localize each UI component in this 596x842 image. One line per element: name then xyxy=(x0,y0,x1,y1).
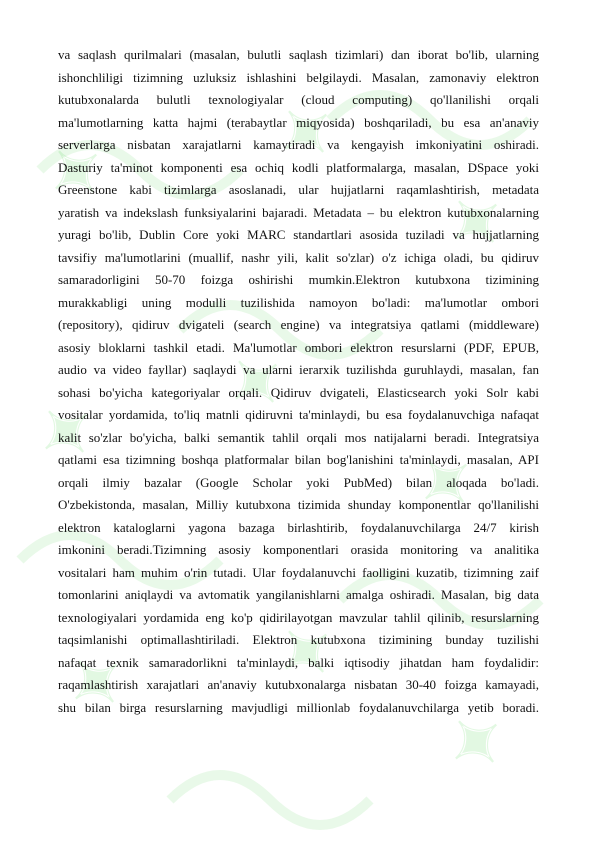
text-line: serverlarga nisbatan xarajatlarni kamaytiradi va kengayish imkoniyatini oshiradi. xyxy=(58,137,539,152)
svg-text:✦: ✦ xyxy=(49,634,145,732)
body-text xyxy=(58,44,539,719)
svg-text:✦: ✦ xyxy=(209,334,305,432)
svg-text:✦: ✦ xyxy=(29,124,125,222)
text-line: vositalar yordamida, to'liq matnli qidiruvni ta'minlaydi, bu esa foydalanuvchiga nafaqat xyxy=(58,407,539,422)
text-line: sohasi bo'yicha kategoriyalar orqali. Qidiruv dvigateli, Elasticsearch yoki Solr kabi xyxy=(58,384,539,400)
text-line: raqamlashtirish xarajatlari an'anaviy kutubxonalarga nisbatan 30-40 foizga kamayadi, xyxy=(58,677,539,692)
svg-text:✦: ✦ xyxy=(399,434,495,532)
text-line: imkonini beradi.Tizimning asosiy komponentlari orasida monitoring va analitika xyxy=(58,542,539,557)
text-line: tavsifiy ma'lumotlarini (muallif, nashr yili, kalit so'zlar) o'z ichiga oladi, bu qidiruv xyxy=(58,249,539,265)
svg-text:✦: ✦ xyxy=(429,174,525,272)
text-line: murakkabligi uning modulli tuzilishida namoyon bo'ladi: ma'lumotlar ombori xyxy=(58,294,539,310)
text-line: taqsimlanishi optimallashtiriladi. Elektron kutubxona tizimining bunday tuzilishi xyxy=(58,632,539,647)
svg-text:✦: ✦ xyxy=(429,694,525,792)
text-line: (repository), qidiruv dvigateli (search engine) va integratsiya qatlami (middleware) xyxy=(58,317,539,332)
text-line: kutubxonalarda bulutli texnologiyalar (cloud computing) qo'llanilishi orqali xyxy=(58,92,539,107)
text-line: Dasturiy ta'minot komponenti esa ochiq kodli platformalarga, masalan, DSpace yoki xyxy=(58,159,539,175)
text-line: shu bilan birga resurslarning mavjudligi millionlab foydalanuvchilarga yetib boradi. xyxy=(58,699,539,715)
text-line: va saqlash qurilmalari (masalan, bulutli saqlash tizimlari) dan iborat bo'lib, ularning xyxy=(58,47,539,62)
text-line: Greenstone kabi tizimlarga asoslanadi, ular hujjatlarni raqamlashtirish, metadata xyxy=(58,182,539,197)
text-line: asosiy bloklarni tashkil etadi. Ma'lumotlar ombori elektron resurslarni (PDF, EPUB, xyxy=(58,339,539,355)
text-line: samaradorligini 50-70 foizga oshirishi mumkin.Elektron kutubxona tizimining xyxy=(58,272,539,287)
svg-text:✦: ✦ xyxy=(259,84,355,182)
text-line: nafaqat texnik samaradorlikni ta'minlaydi, balki iqtisodiy jihatdan ham foydalidir: xyxy=(58,654,539,670)
svg-text:✦: ✦ xyxy=(259,604,355,702)
text-line: tomonlarini aniqlaydi va avtomatik yangilanishlarni amalga oshiradi. Masalan, big data xyxy=(58,587,539,602)
text-line: qatlami esa tizimning boshqa platformalar bilan bog'lanishini ta'minlaydi, masalan, API xyxy=(58,452,539,467)
text-line: elektron kataloglarni yagona bazaga birlashtirib, foydalanuvchilarga 24/7 kirish xyxy=(58,519,539,535)
text-line: texnologiyalari yordamida eng ko'p qidirilayotgan mavzular tahlil qilinib, resurslarning xyxy=(58,609,539,625)
text-line: audio va video fayllar) saqlaydi va ularni ierarxik tuzilishda guruhlaydi, masalan, fan xyxy=(58,362,539,377)
text-line: ma'lumotlarning katta hajmi (terabaytlar miqyosida) boshqariladi, bu esa an'anaviy xyxy=(58,114,539,130)
text-line: yaratish va indekslash funksiyalarini bajaradi. Metadata – bu elektron kutubxonalarning xyxy=(58,204,539,220)
text-line: kalit so'zlar bo'yicha, balki semantik tahlil orqali mos natijalarni beradi. Integratsiya xyxy=(58,429,539,445)
svg-text:✦: ✦ xyxy=(19,384,115,482)
text-line: orqali ilmiy bazalar (Google Scholar yoki PubMed) bilan aloqada bo'ladi. xyxy=(58,474,539,490)
text-line: vositalari ham muhim o'rin tutadi. Ular foydalanuvchi faolligini kuzatib, tizimning zaif xyxy=(58,564,539,580)
text-line: O'zbekistonda, masalan, Milliy kutubxona tizimida shunday komponentlar qo'llanilishi xyxy=(58,497,539,512)
text-line: ishonchliligi tizimning uzluksiz ishlashini belgilaydi. Masalan, zamonaviy elektron xyxy=(58,69,539,85)
text-line: yuragi bo'lib, Dublin Core yoki MARC standartlari asosida tuziladi va hujjatlarning xyxy=(58,227,539,242)
